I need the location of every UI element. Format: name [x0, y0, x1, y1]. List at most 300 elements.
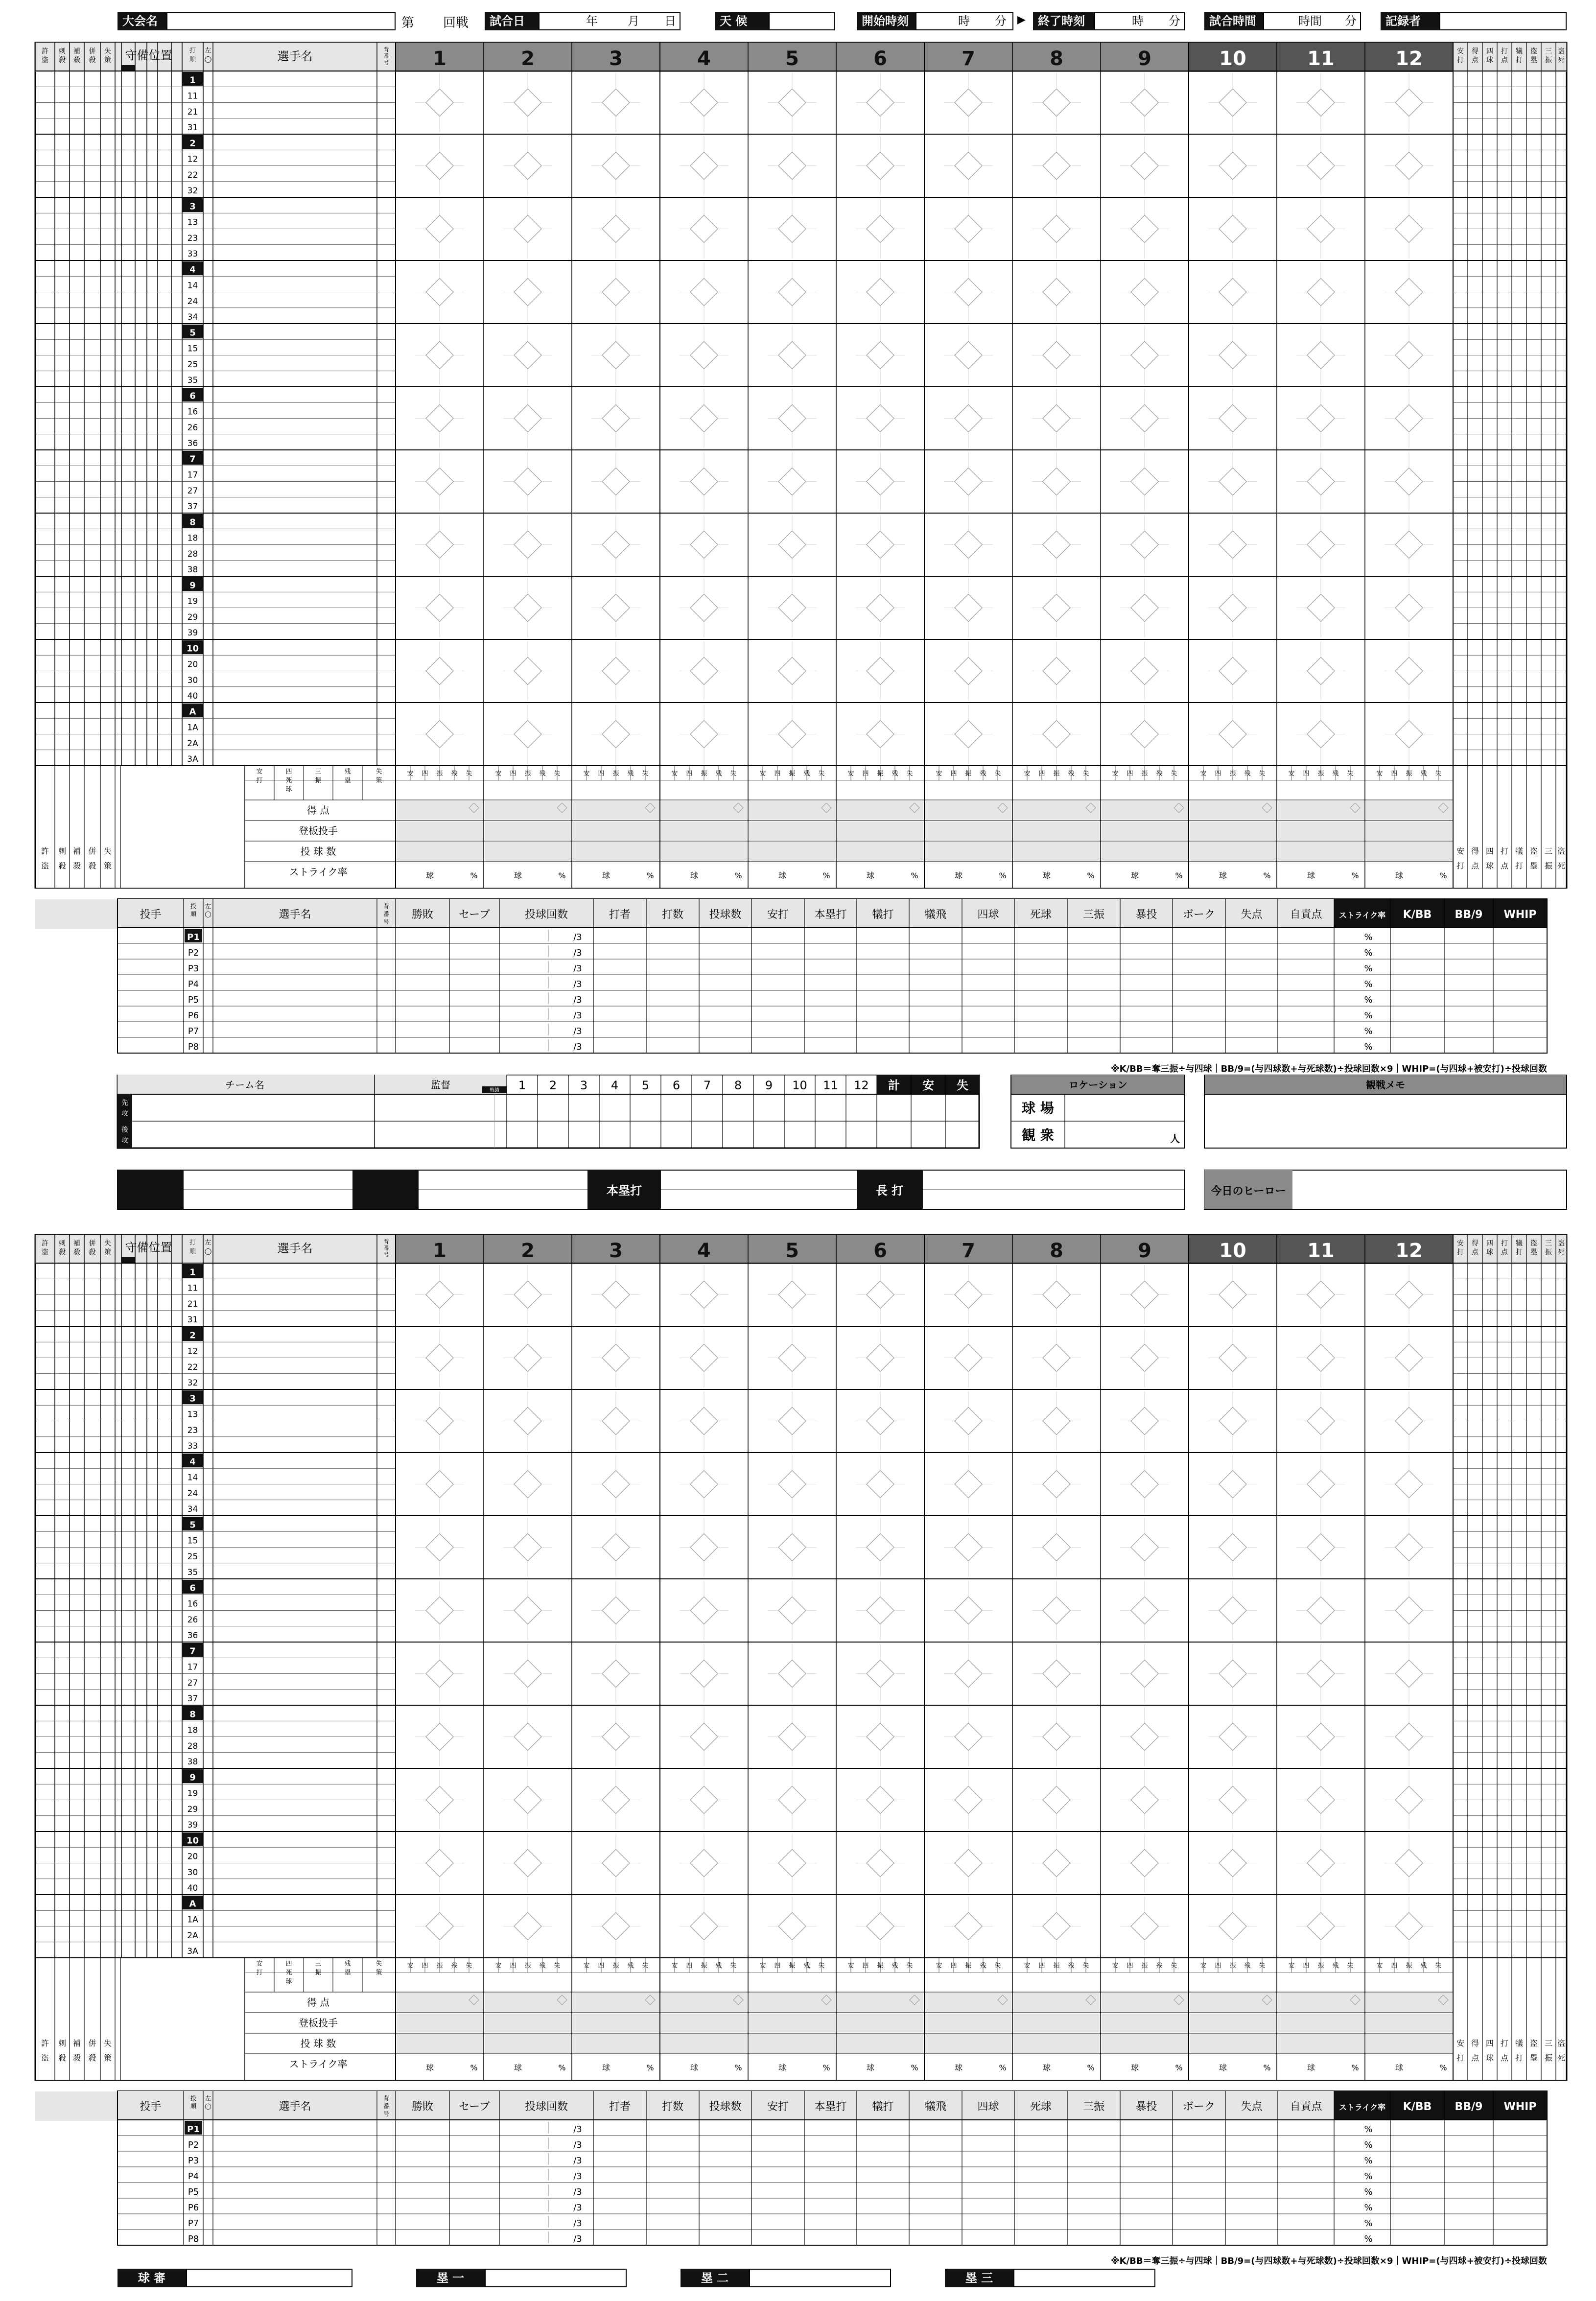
base-diamond[interactable]	[955, 1281, 982, 1309]
base-diamond[interactable]	[690, 1660, 718, 1688]
base-diamond[interactable]	[1395, 405, 1423, 432]
base-diamond[interactable]	[778, 1786, 806, 1814]
base-diamond[interactable]	[514, 1281, 541, 1309]
base-diamond[interactable]	[1043, 152, 1070, 180]
base-diamond[interactable]	[1395, 1913, 1423, 1940]
base-diamond[interactable]	[1307, 405, 1335, 432]
tournament-input[interactable]	[166, 12, 396, 30]
start-time-input[interactable]	[915, 12, 1013, 30]
base-diamond[interactable]	[1307, 594, 1335, 622]
base-diamond[interactable]	[514, 1344, 541, 1372]
base-diamond[interactable]	[514, 657, 541, 685]
base-diamond[interactable]	[1395, 721, 1423, 748]
base-diamond[interactable]	[867, 721, 894, 748]
base-diamond[interactable]	[1219, 1913, 1246, 1940]
base-diamond[interactable]	[778, 657, 806, 685]
base-diamond[interactable]	[1131, 1344, 1158, 1372]
base-diamond[interactable]	[778, 405, 806, 432]
base-diamond[interactable]	[426, 405, 453, 432]
base-diamond[interactable]	[1307, 1786, 1335, 1814]
base-diamond[interactable]	[955, 1660, 982, 1688]
base-diamond[interactable]	[955, 215, 982, 243]
base-diamond[interactable]	[1219, 721, 1246, 748]
base-diamond[interactable]	[690, 531, 718, 559]
base-diamond[interactable]	[602, 279, 630, 306]
base-diamond[interactable]	[867, 594, 894, 622]
inning-summary-label: 失	[642, 1962, 649, 1970]
weather-input[interactable]	[769, 12, 835, 30]
base-diamond[interactable]	[426, 1913, 453, 1940]
base-diamond[interactable]	[778, 215, 806, 243]
base-diamond[interactable]	[1395, 1281, 1423, 1309]
pitcher-cell	[925, 2014, 1011, 2032]
base-diamond[interactable]	[1395, 152, 1423, 180]
base-diamond[interactable]	[1307, 1660, 1335, 1688]
base-diamond[interactable]	[426, 721, 453, 748]
pitchcount-cell	[749, 2034, 835, 2053]
base-diamond[interactable]	[690, 1786, 718, 1814]
order-sub: 18	[187, 1725, 198, 1736]
base-diamond[interactable]	[514, 342, 541, 369]
base-diamond[interactable]	[867, 405, 894, 432]
location-title: ロケーション	[1069, 1079, 1127, 1091]
base-diamond[interactable]	[1395, 215, 1423, 243]
base-diamond[interactable]	[1131, 1471, 1158, 1498]
base-diamond[interactable]	[426, 279, 453, 306]
base-diamond[interactable]	[1219, 1534, 1246, 1561]
base-diamond[interactable]	[955, 1723, 982, 1751]
pitcher-order: P6	[188, 1010, 199, 1021]
base-diamond[interactable]	[426, 1850, 453, 1877]
base-diamond[interactable]	[426, 152, 453, 180]
base-diamond[interactable]	[1307, 1471, 1335, 1498]
base-diamond[interactable]	[1131, 1281, 1158, 1309]
base-diamond[interactable]	[1131, 279, 1158, 306]
base-diamond[interactable]	[1131, 468, 1158, 495]
base-diamond[interactable]	[1395, 531, 1423, 559]
base-diamond[interactable]	[426, 1471, 453, 1498]
base-diamond[interactable]	[867, 279, 894, 306]
base-diamond[interactable]	[426, 1534, 453, 1561]
base-diamond[interactable]	[1219, 1344, 1246, 1372]
base-diamond[interactable]	[1395, 1344, 1423, 1372]
base-diamond[interactable]	[690, 1534, 718, 1561]
base-diamond[interactable]	[1395, 1408, 1423, 1435]
base-diamond[interactable]	[1131, 1913, 1158, 1940]
order-sub: 24	[187, 1488, 198, 1499]
base-diamond[interactable]	[426, 89, 453, 117]
summary-col-label: 打	[256, 777, 263, 784]
base-diamond[interactable]	[867, 468, 894, 495]
order-sub: 32	[187, 186, 198, 196]
base-diamond[interactable]	[867, 89, 894, 117]
order-sub: 13	[187, 217, 198, 228]
base-diamond[interactable]	[514, 1471, 541, 1498]
base-diamond[interactable]	[426, 1281, 453, 1309]
base-diamond[interactable]	[1307, 1534, 1335, 1561]
base-diamond[interactable]	[1307, 1850, 1335, 1877]
base-diamond[interactable]	[690, 1597, 718, 1624]
base-diamond[interactable]	[602, 1471, 630, 1498]
base-diamond[interactable]	[1219, 342, 1246, 369]
base-diamond[interactable]	[1395, 1597, 1423, 1624]
base-diamond[interactable]	[602, 531, 630, 559]
base-diamond[interactable]	[1307, 721, 1335, 748]
base-diamond[interactable]	[867, 1534, 894, 1561]
base-diamond[interactable]	[1043, 1534, 1070, 1561]
base-diamond[interactable]	[1395, 468, 1423, 495]
base-diamond[interactable]	[426, 1597, 453, 1624]
base-diamond[interactable]	[426, 657, 453, 685]
base-diamond[interactable]	[1043, 1471, 1070, 1498]
base-diamond[interactable]	[1131, 405, 1158, 432]
base-diamond[interactable]	[1219, 1281, 1246, 1309]
summary-col-label: 残	[344, 1960, 351, 1968]
base-diamond[interactable]	[955, 594, 982, 622]
base-diamond[interactable]	[867, 1850, 894, 1877]
base-diamond[interactable]	[778, 152, 806, 180]
base-diamond[interactable]	[426, 594, 453, 622]
base-diamond[interactable]	[690, 1471, 718, 1498]
base-diamond[interactable]	[602, 1786, 630, 1814]
base-diamond[interactable]	[1219, 215, 1246, 243]
base-diamond[interactable]	[1307, 342, 1335, 369]
base-diamond[interactable]	[690, 594, 718, 622]
base-diamond[interactable]	[1219, 1597, 1246, 1624]
base-diamond[interactable]	[1043, 594, 1070, 622]
base-diamond[interactable]	[602, 405, 630, 432]
base-diamond[interactable]	[1131, 1660, 1158, 1688]
base-diamond[interactable]	[1219, 405, 1246, 432]
base-diamond[interactable]	[1219, 89, 1246, 117]
umpire-plate-input[interactable]	[186, 2269, 352, 2287]
inning-number-12: 12	[1395, 1240, 1423, 1262]
base-diamond[interactable]	[690, 152, 718, 180]
base-diamond[interactable]	[1131, 215, 1158, 243]
recorder-input[interactable]	[1439, 12, 1567, 30]
base-diamond[interactable]	[1395, 89, 1423, 117]
base-diamond[interactable]	[867, 1471, 894, 1498]
base-diamond[interactable]	[778, 531, 806, 559]
base-diamond[interactable]	[690, 1281, 718, 1309]
base-diamond[interactable]	[514, 279, 541, 306]
base-diamond[interactable]	[1307, 468, 1335, 495]
base-diamond[interactable]	[426, 468, 453, 495]
summary-col-label: 安	[256, 768, 263, 775]
base-diamond[interactable]	[602, 468, 630, 495]
base-diamond[interactable]	[1395, 1534, 1423, 1561]
base-diamond[interactable]	[1043, 721, 1070, 748]
base-diamond[interactable]	[426, 1660, 453, 1688]
base-diamond[interactable]	[690, 468, 718, 495]
base-diamond[interactable]	[690, 215, 718, 243]
base-diamond[interactable]	[1043, 279, 1070, 306]
base-diamond[interactable]	[514, 531, 541, 559]
base-diamond[interactable]	[690, 279, 718, 306]
base-diamond[interactable]	[867, 1408, 894, 1435]
base-diamond[interactable]	[1043, 1723, 1070, 1751]
base-diamond[interactable]	[1307, 279, 1335, 306]
base-diamond[interactable]	[690, 1344, 718, 1372]
base-diamond[interactable]	[1395, 1723, 1423, 1751]
base-diamond[interactable]	[602, 721, 630, 748]
base-diamond[interactable]	[778, 1408, 806, 1435]
inning-summary-label: 振	[877, 770, 884, 777]
base-diamond[interactable]	[778, 1913, 806, 1940]
umpire-second-input[interactable]	[749, 2269, 891, 2287]
base-diamond[interactable]	[426, 531, 453, 559]
base-diamond[interactable]	[514, 1534, 541, 1561]
base-diamond[interactable]	[955, 1534, 982, 1561]
base-diamond[interactable]	[1219, 468, 1246, 495]
base-diamond[interactable]	[778, 1471, 806, 1498]
order-label: 順	[189, 1248, 196, 1255]
base-diamond[interactable]	[867, 1597, 894, 1624]
base-diamond[interactable]	[778, 342, 806, 369]
base-diamond[interactable]	[778, 1723, 806, 1751]
base-diamond[interactable]	[602, 1408, 630, 1435]
base-diamond[interactable]	[778, 1281, 806, 1309]
base-diamond[interactable]	[602, 1344, 630, 1372]
base-diamond[interactable]	[426, 342, 453, 369]
base-diamond[interactable]	[1219, 1850, 1246, 1877]
base-diamond[interactable]	[602, 89, 630, 117]
base-diamond[interactable]	[1395, 594, 1423, 622]
left-col-footer: 刺	[58, 2039, 67, 2048]
base-diamond[interactable]	[867, 1786, 894, 1814]
base-diamond[interactable]	[867, 657, 894, 685]
base-diamond[interactable]	[1131, 1408, 1158, 1435]
base-diamond[interactable]	[1131, 657, 1158, 685]
base-diamond[interactable]	[1307, 1281, 1335, 1309]
base-diamond[interactable]	[778, 89, 806, 117]
base-diamond[interactable]	[1043, 1913, 1070, 1940]
base-diamond[interactable]	[1219, 1723, 1246, 1751]
base-diamond[interactable]	[867, 531, 894, 559]
base-diamond[interactable]	[778, 721, 806, 748]
base-diamond[interactable]	[514, 468, 541, 495]
base-diamond[interactable]	[955, 1786, 982, 1814]
base-diamond[interactable]	[778, 1534, 806, 1561]
base-diamond[interactable]	[1219, 1660, 1246, 1688]
base-diamond[interactable]	[1131, 152, 1158, 180]
base-diamond[interactable]	[955, 531, 982, 559]
base-diamond[interactable]	[602, 152, 630, 180]
base-diamond[interactable]	[602, 342, 630, 369]
base-diamond[interactable]	[1395, 657, 1423, 685]
base-diamond[interactable]	[602, 1281, 630, 1309]
base-diamond[interactable]	[514, 1913, 541, 1940]
base-diamond[interactable]	[778, 1660, 806, 1688]
base-diamond[interactable]	[426, 1344, 453, 1372]
base-diamond[interactable]	[1307, 1408, 1335, 1435]
base-diamond[interactable]	[514, 594, 541, 622]
base-diamond[interactable]	[514, 1597, 541, 1624]
base-diamond[interactable]	[1219, 1471, 1246, 1498]
score-cell	[1102, 801, 1188, 820]
base-diamond[interactable]	[690, 405, 718, 432]
base-diamond[interactable]	[1395, 279, 1423, 306]
base-diamond[interactable]	[867, 1281, 894, 1309]
base-diamond[interactable]	[1219, 279, 1246, 306]
base-diamond[interactable]	[426, 1786, 453, 1814]
base-diamond[interactable]	[1043, 342, 1070, 369]
base-diamond[interactable]	[602, 1850, 630, 1877]
base-diamond[interactable]	[514, 152, 541, 180]
base-diamond[interactable]	[1131, 1597, 1158, 1624]
base-diamond[interactable]	[1307, 1344, 1335, 1372]
base-diamond[interactable]	[867, 1913, 894, 1940]
base-diamond[interactable]	[955, 1344, 982, 1372]
base-diamond[interactable]	[778, 1344, 806, 1372]
base-diamond[interactable]	[867, 1660, 894, 1688]
base-diamond[interactable]	[426, 1723, 453, 1751]
base-diamond[interactable]	[1307, 215, 1335, 243]
base-diamond[interactable]	[867, 215, 894, 243]
base-diamond[interactable]	[955, 1597, 982, 1624]
base-diamond[interactable]	[514, 1660, 541, 1688]
base-diamond[interactable]	[1395, 1471, 1423, 1498]
base-diamond[interactable]	[955, 468, 982, 495]
inning-summary-label: 四	[1391, 770, 1398, 777]
base-diamond[interactable]	[867, 1723, 894, 1751]
base-diamond[interactable]	[1043, 657, 1070, 685]
base-diamond[interactable]	[955, 1471, 982, 1498]
base-diamond[interactable]	[1043, 1597, 1070, 1624]
inning-number-2: 2	[521, 47, 535, 70]
base-diamond[interactable]	[1131, 721, 1158, 748]
base-diamond[interactable]	[1219, 594, 1246, 622]
base-diamond[interactable]	[690, 89, 718, 117]
pitching-table-top	[0, 898, 1596, 1084]
base-diamond[interactable]	[955, 89, 982, 117]
base-diamond[interactable]	[867, 1344, 894, 1372]
base-diamond[interactable]	[602, 215, 630, 243]
base-diamond[interactable]	[1219, 531, 1246, 559]
base-diamond[interactable]	[1043, 1850, 1070, 1877]
duration-input[interactable]	[1263, 12, 1361, 30]
base-diamond[interactable]	[1131, 1723, 1158, 1751]
base-diamond[interactable]	[955, 1913, 982, 1940]
base-diamond[interactable]	[778, 279, 806, 306]
base-diamond[interactable]	[426, 1408, 453, 1435]
base-diamond[interactable]	[1307, 1913, 1335, 1940]
base-diamond[interactable]	[1395, 342, 1423, 369]
base-diamond[interactable]	[955, 279, 982, 306]
base-diamond[interactable]	[778, 594, 806, 622]
base-diamond[interactable]	[1043, 1344, 1070, 1372]
base-diamond[interactable]	[514, 89, 541, 117]
base-diamond[interactable]	[1131, 1786, 1158, 1814]
memo-title: 観戦メモ	[1366, 1079, 1405, 1091]
game-date-input[interactable]	[539, 12, 681, 30]
base-diamond[interactable]	[1307, 89, 1335, 117]
base-diamond[interactable]	[1043, 1408, 1070, 1435]
base-diamond[interactable]	[778, 468, 806, 495]
base-diamond[interactable]	[690, 657, 718, 685]
end-time-input[interactable]	[1094, 12, 1185, 30]
base-diamond[interactable]	[602, 1913, 630, 1940]
umpire-third-input[interactable]	[1013, 2269, 1155, 2287]
base-diamond[interactable]	[690, 1723, 718, 1751]
ip-suffix: /3	[573, 995, 582, 1005]
base-diamond[interactable]	[1131, 342, 1158, 369]
base-diamond[interactable]	[514, 1850, 541, 1877]
base-diamond[interactable]	[955, 1408, 982, 1435]
base-diamond[interactable]	[602, 1597, 630, 1624]
base-diamond[interactable]	[690, 721, 718, 748]
base-diamond[interactable]	[514, 405, 541, 432]
base-diamond[interactable]	[1307, 152, 1335, 180]
order-number: 5	[189, 1520, 196, 1530]
base-diamond[interactable]	[1131, 1534, 1158, 1561]
base-diamond[interactable]	[1131, 89, 1158, 117]
base-diamond[interactable]	[1131, 594, 1158, 622]
base-diamond[interactable]	[514, 1786, 541, 1814]
base-diamond[interactable]	[778, 1850, 806, 1877]
base-diamond[interactable]	[1307, 1723, 1335, 1751]
base-diamond[interactable]	[1219, 152, 1246, 180]
base-diamond[interactable]	[1043, 405, 1070, 432]
base-diamond[interactable]	[1131, 1850, 1158, 1877]
base-diamond[interactable]	[1043, 1660, 1070, 1688]
base-diamond[interactable]	[1043, 1786, 1070, 1814]
base-diamond[interactable]	[1307, 1597, 1335, 1624]
base-diamond[interactable]	[1043, 531, 1070, 559]
base-diamond[interactable]	[955, 152, 982, 180]
base-diamond[interactable]	[1043, 468, 1070, 495]
base-diamond[interactable]	[1307, 531, 1335, 559]
base-diamond[interactable]	[867, 342, 894, 369]
base-diamond[interactable]	[867, 152, 894, 180]
umpire-first-input[interactable]	[485, 2269, 627, 2287]
base-diamond[interactable]	[955, 342, 982, 369]
base-diamond[interactable]	[1395, 1850, 1423, 1877]
base-diamond[interactable]	[1307, 657, 1335, 685]
base-diamond[interactable]	[690, 1913, 718, 1940]
base-diamond[interactable]	[955, 1850, 982, 1877]
base-diamond[interactable]	[955, 721, 982, 748]
base-diamond[interactable]	[602, 594, 630, 622]
base-diamond[interactable]	[602, 1660, 630, 1688]
base-diamond[interactable]	[1043, 215, 1070, 243]
inning-number-12: 12	[1395, 47, 1423, 70]
base-diamond[interactable]	[514, 1408, 541, 1435]
base-diamond[interactable]	[1395, 1660, 1423, 1688]
base-diamond[interactable]	[514, 215, 541, 243]
base-diamond[interactable]	[1219, 1786, 1246, 1814]
base-diamond[interactable]	[1131, 531, 1158, 559]
base-diamond[interactable]	[602, 1723, 630, 1751]
base-diamond[interactable]	[426, 215, 453, 243]
base-diamond[interactable]	[1219, 657, 1246, 685]
base-diamond[interactable]	[955, 657, 982, 685]
base-diamond[interactable]	[514, 721, 541, 748]
order-sub: 11	[187, 1283, 198, 1293]
base-diamond[interactable]	[690, 1850, 718, 1877]
base-diamond[interactable]	[1043, 1281, 1070, 1309]
base-diamond[interactable]	[690, 342, 718, 369]
base-diamond[interactable]	[1395, 1786, 1423, 1814]
base-diamond[interactable]	[514, 1723, 541, 1751]
base-diamond[interactable]	[778, 1597, 806, 1624]
base-diamond[interactable]	[1219, 1408, 1246, 1435]
base-diamond[interactable]	[602, 1534, 630, 1561]
base-diamond[interactable]	[690, 1408, 718, 1435]
base-diamond[interactable]	[602, 657, 630, 685]
base-diamond[interactable]	[955, 405, 982, 432]
base-diamond[interactable]	[1043, 89, 1070, 117]
